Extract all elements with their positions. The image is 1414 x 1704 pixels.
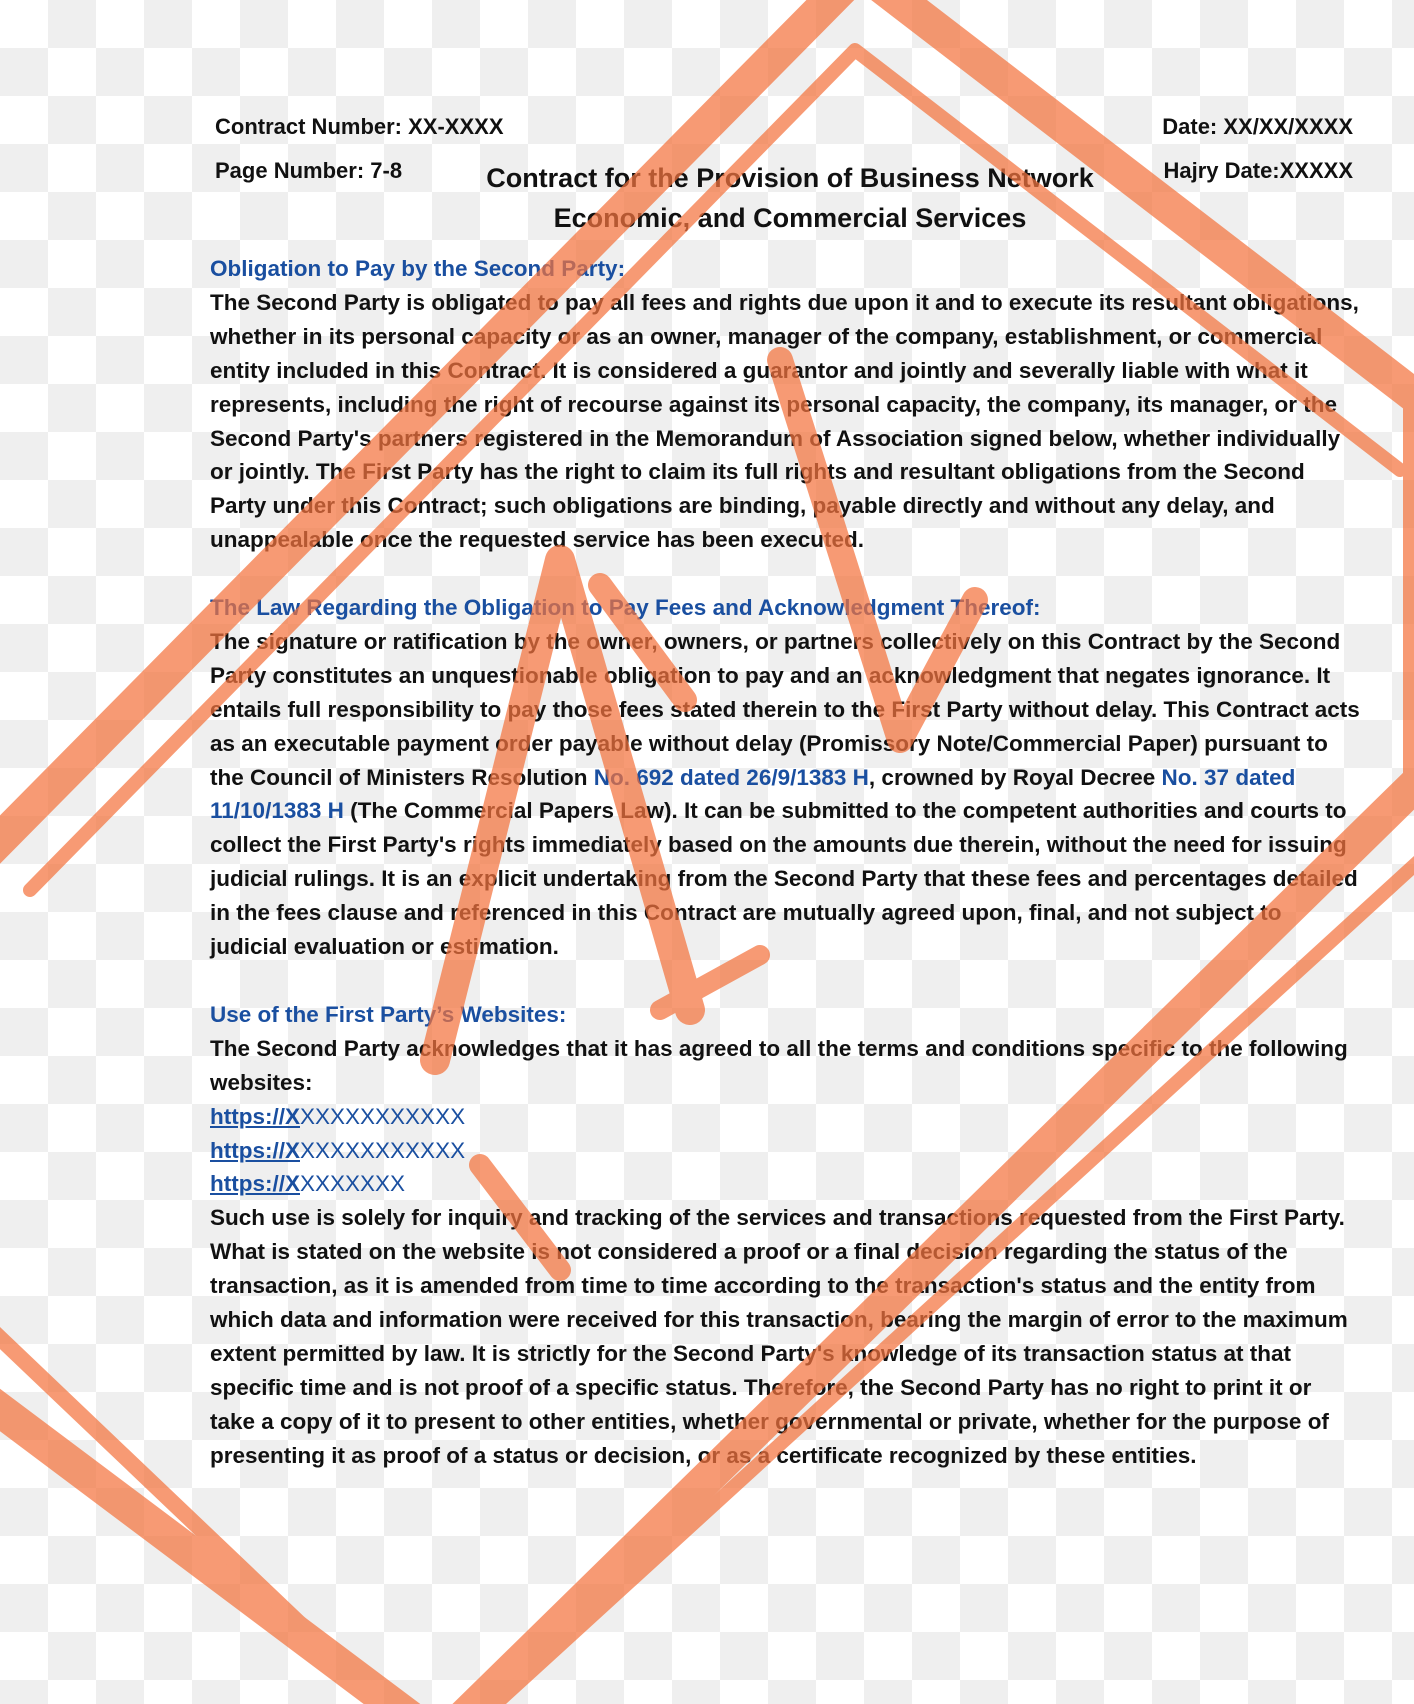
document-title-line-2: Economic, and Commercial Services xyxy=(553,203,1027,233)
contract-body xyxy=(210,252,1360,1473)
section-law-obligation xyxy=(210,591,1360,964)
document-title xyxy=(430,158,1150,238)
section-body: Such use is solely for inquiry and tracking of the services and transactions requested from the First Party. What is stated on the website is not considered a proof or a final decision regarding the status of the transaction, as it is amended from time to time according to the transaction's status and the entity from which data and information were received for this transaction, bearing the margin of error to the maximum extent permitted by law. It is strictly for the Second Party's knowledge of its transaction status at that specific time and is not proof of a specific status. Therefore, the Second Party has no right to print it or take a copy of it to present to other entities, whether governmental or private, whether for the purpose of presenting it as proof of a status or decision, or as a certificate recognized by these entities. xyxy=(210,1205,1348,1468)
body-text: , crowned by Royal Decree xyxy=(868,764,1162,790)
website-list xyxy=(210,1100,1360,1202)
link-rest: XXXXXXXXXXX xyxy=(300,1137,466,1163)
link-prefix: https://X xyxy=(210,1103,300,1129)
page-number: Page Number: 7-8 xyxy=(215,158,403,183)
resolution-reference: No. 692 dated 26/9/1383 H xyxy=(593,764,869,790)
document-title-line-1: Contract for the Provision of Business Network xyxy=(486,163,1094,193)
section-body xyxy=(210,625,1360,964)
body-text: (The Commercial Papers Law). It can be submitted to the competent authorities and courts to collect the First Party's rights immediately based on the amounts due therein, without the need for issuing judicial rulings. It is an explicit undertaking from the Second Party that these fees and percentages detailed in the fees clause and referenced in this Contract are mutually agreed upon, final, and not subject to judicial evaluation or estimation. xyxy=(210,798,1358,960)
website-link[interactable] xyxy=(210,1100,1360,1134)
section-websites xyxy=(210,998,1360,1473)
website-link[interactable] xyxy=(210,1167,1360,1201)
website-link[interactable] xyxy=(210,1134,1360,1168)
hajry-date: Hajry Date:XXXXX xyxy=(1163,158,1353,183)
section-heading: Use of the First Party’s Websites: xyxy=(210,1001,567,1027)
section-obligation-to-pay xyxy=(210,252,1360,557)
contract-number: Contract Number: XX-XXXX xyxy=(215,114,504,139)
link-prefix: https://X xyxy=(210,1171,300,1197)
section-body: The Second Party is obligated to pay all fees and rights due upon it and to execute its resultant obligations, whether in its personal capacity or as an owner, manager of the company, establishment, or commercial entity included in this Contract. It is considered a guarantor and jointly and severally liable with what it represents, including the right of recourse against its personal capacity, the company, its manager, or the Second Party's partners registered in the Memorandum of Association signed below, whether individually or jointly. The First Party has the right to claim its full rights and resultant obligations from the Second Party under this Contract; such obligations are binding, payable directly and without any delay, and unappealable once the requested service has been executed. xyxy=(210,289,1359,553)
section-heading: Obligation to Pay by the Second Party: xyxy=(210,256,626,281)
section-heading: The Law Regarding the Obligation to Pay Fees and Acknowledgment Thereof: xyxy=(210,595,1041,621)
link-rest: XXXXXXXXXXX xyxy=(300,1103,466,1129)
section-intro: The Second Party acknowledges that it has agreed to all the terms and conditions specific to the following websites: xyxy=(210,1035,1348,1095)
link-rest: XXXXXXX xyxy=(300,1171,406,1197)
link-prefix: https://X xyxy=(210,1137,300,1163)
royal-decree-reference: No. 37 dated 11/10/1383 H xyxy=(210,764,1296,824)
body-text: The signature or ratification by the owner, owners, or partners collectively on this Contract by the Second Party constitutes an unquestionable obligation to pay and an acknowledgment that negates ignorance. It entails full responsibility to pay those fees stated therein to the First Party without delay. This Contract acts as an executable payment order payable without delay (Promissory Note/Commercial Paper) pursuant to the Council of Ministers Resolution xyxy=(210,628,1360,790)
contract-date: Date: XX/XX/XXXX xyxy=(1162,114,1353,139)
